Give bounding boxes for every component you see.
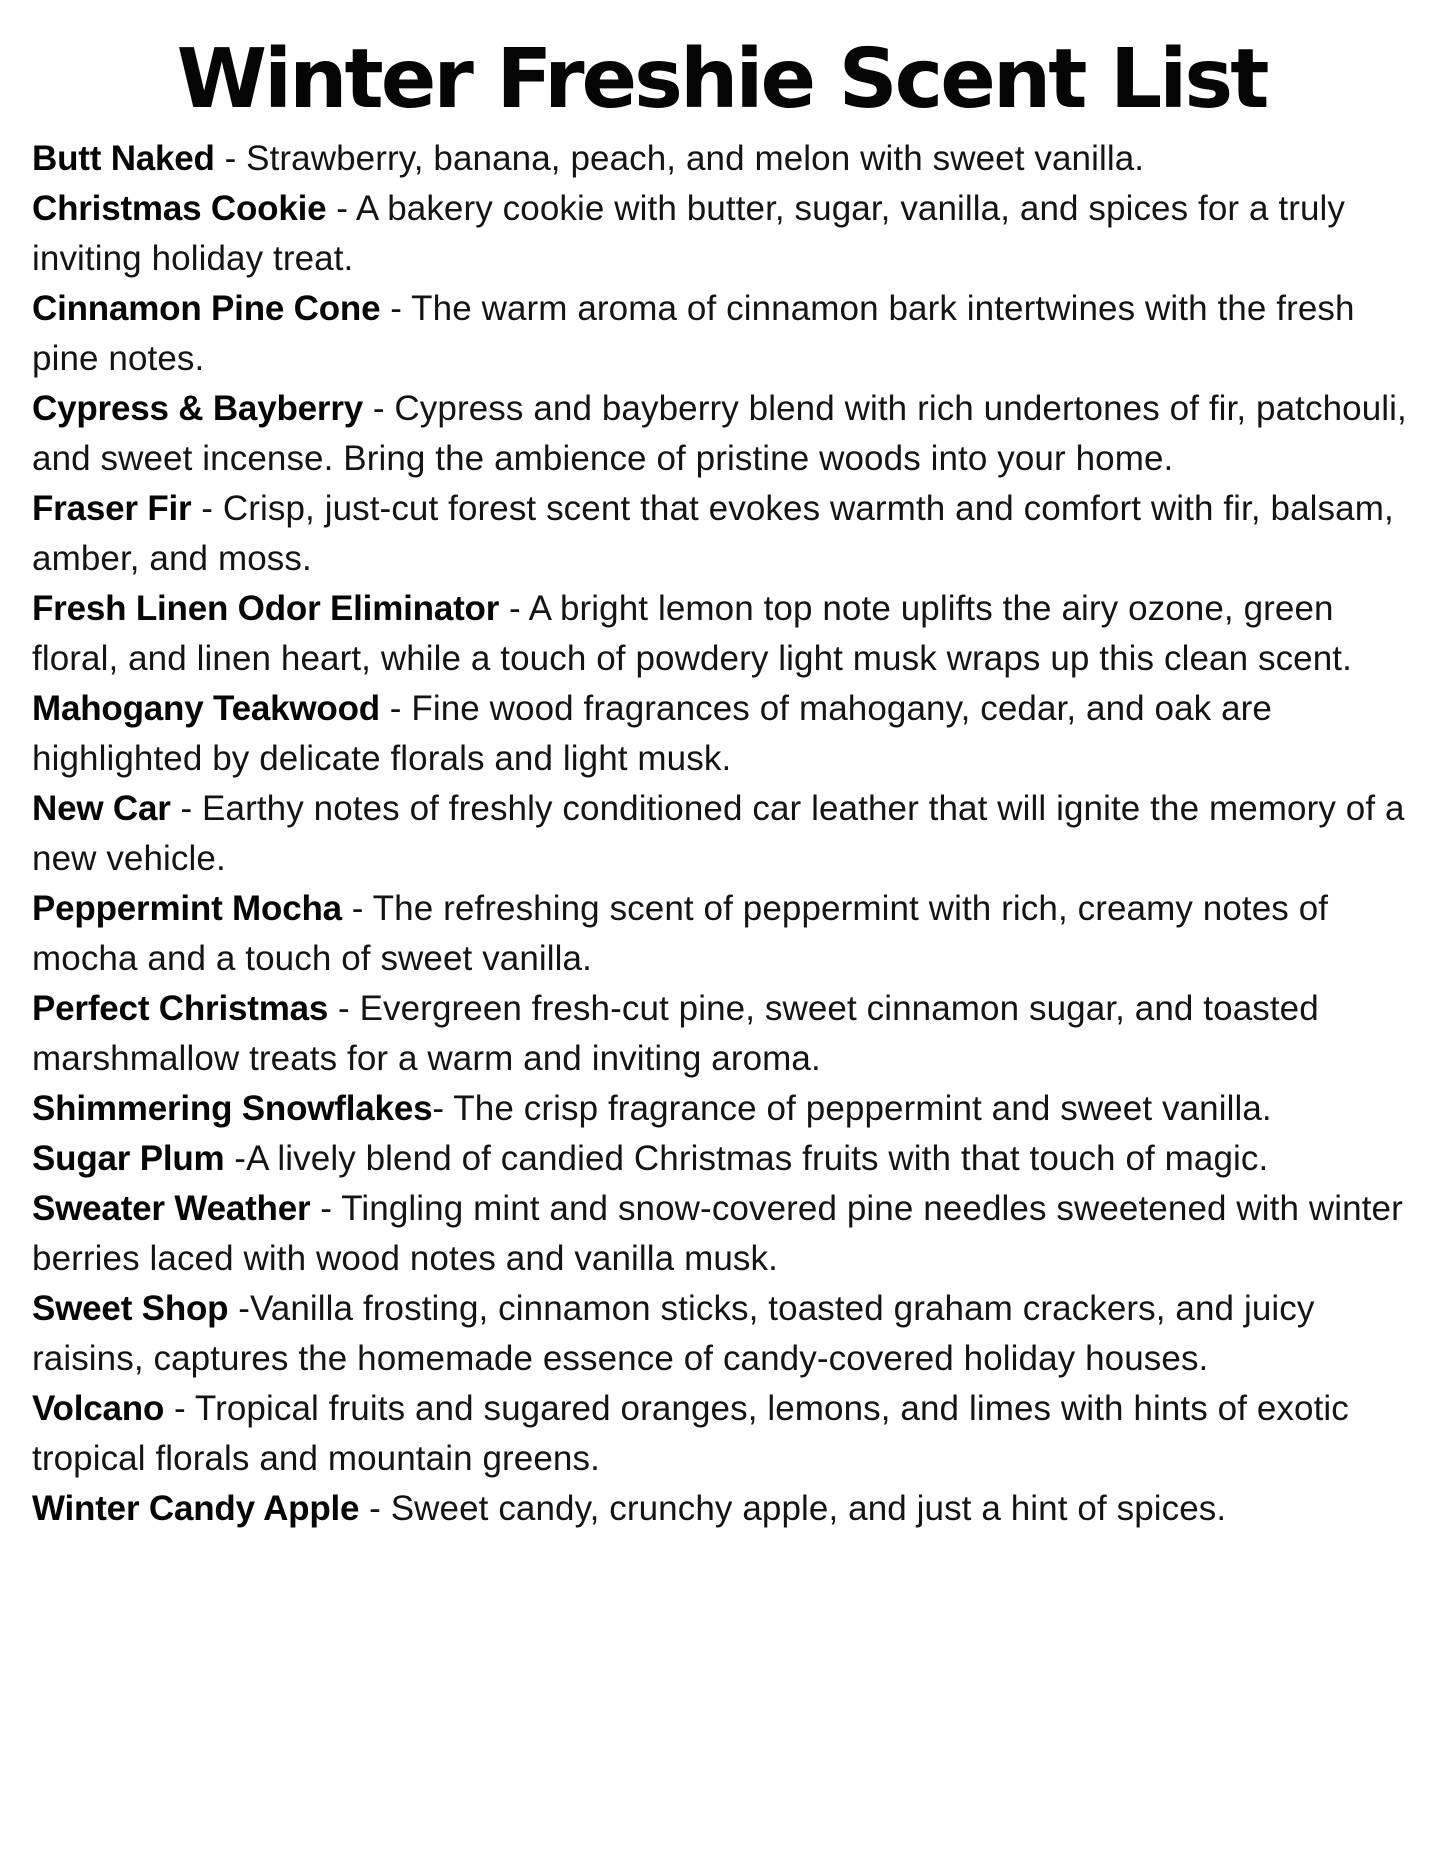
scent-entry xyxy=(32,1184,1411,1284)
scent-entry xyxy=(32,184,1411,284)
scent-entry xyxy=(32,134,1411,184)
scent-entry xyxy=(32,1134,1411,1184)
scent-entry xyxy=(32,1484,1411,1534)
scent-name: Sweet Shop xyxy=(32,1288,229,1328)
scent-entry xyxy=(32,1384,1411,1484)
scent-entry xyxy=(32,484,1411,584)
scent-entry xyxy=(32,1084,1411,1134)
scent-entry xyxy=(32,784,1411,884)
scent-description: - Tingling mint and snow-covered pine needles sweetened with winter berries laced with wood notes and vanilla musk. xyxy=(32,1188,1403,1278)
scent-entry xyxy=(32,1284,1411,1384)
scent-description: - A bakery cookie with butter, sugar, vanilla, and spices for a truly inviting holiday treat. xyxy=(32,188,1346,278)
scent-description: - Crisp, just-cut forest scent that evokes warmth and comfort with fir, balsam, amber, and moss. xyxy=(32,488,1394,578)
scent-list xyxy=(32,134,1411,1534)
scent-name: Volcano xyxy=(32,1388,165,1428)
scent-name: Fraser Fir xyxy=(32,488,192,528)
scent-name: Christmas Cookie xyxy=(32,188,327,228)
scent-name: New Car xyxy=(32,788,171,828)
scent-entry xyxy=(32,984,1411,1084)
scent-name: Butt Naked xyxy=(32,138,215,178)
scent-description: - Tropical fruits and sugared oranges, lemons, and limes with hints of exotic tropical florals and mountain greens. xyxy=(32,1388,1349,1478)
scent-entry xyxy=(32,584,1411,684)
scent-name: Mahogany Teakwood xyxy=(32,688,380,728)
scent-description: - Strawberry, banana, peach, and melon with sweet vanilla. xyxy=(214,138,1145,178)
scent-description: - Earthy notes of freshly conditioned car leather that will ignite the memory of a new vehicle. xyxy=(32,788,1405,878)
scent-description: -Vanilla frosting, cinnamon sticks, toasted graham crackers, and juicy raisins, captures the homemade essence of candy-covered holiday houses. xyxy=(32,1288,1315,1378)
scent-name: Cypress & Bayberry xyxy=(32,388,364,428)
scent-name: Fresh Linen Odor Eliminator xyxy=(32,588,500,628)
scent-description: - The refreshing scent of peppermint with rich, creamy notes of mocha and a touch of sweet vanilla. xyxy=(32,888,1329,978)
scent-entry xyxy=(32,684,1411,784)
scent-entry xyxy=(32,384,1411,484)
scent-name: Peppermint Mocha xyxy=(32,888,342,928)
scent-description: - A bright lemon top note uplifts the airy ozone, green floral, and linen heart, while a touch of powdery light musk wraps up this clean scent. xyxy=(32,588,1352,678)
scent-entry xyxy=(32,884,1411,984)
scent-name: Perfect Christmas xyxy=(32,988,329,1028)
scent-description: - The warm aroma of cinnamon bark intertwines with the fresh pine notes. xyxy=(32,288,1355,378)
scent-description: - Fine wood fragrances of mahogany, cedar, and oak are highlighted by delicate florals and light musk. xyxy=(32,688,1272,778)
scent-name: Sugar Plum xyxy=(32,1138,225,1178)
scent-name: Cinnamon Pine Cone xyxy=(32,288,381,328)
scent-description: - Sweet candy, crunchy apple, and just a hint of spices. xyxy=(359,1488,1227,1528)
page-title: Winter Freshie Scent List xyxy=(176,32,1267,127)
scent-description: - The crisp fragrance of peppermint and sweet vanilla. xyxy=(432,1088,1272,1128)
scent-description: - Evergreen fresh-cut pine, sweet cinnamon sugar, and toasted marshmallow treats for a warm and inviting aroma. xyxy=(32,988,1319,1078)
scent-entry xyxy=(32,284,1411,384)
scent-name: Shimmering Snowflakes xyxy=(32,1088,433,1128)
scent-description: - Cypress and bayberry blend with rich undertones of fir, patchouli, and sweet incense. Bring the ambience of pristine woods into your home. xyxy=(32,388,1407,478)
scent-description: -A lively blend of candied Christmas fruits with that touch of magic. xyxy=(224,1138,1269,1178)
scent-name: Sweater Weather xyxy=(32,1188,311,1228)
scent-name: Winter Candy Apple xyxy=(32,1488,360,1528)
